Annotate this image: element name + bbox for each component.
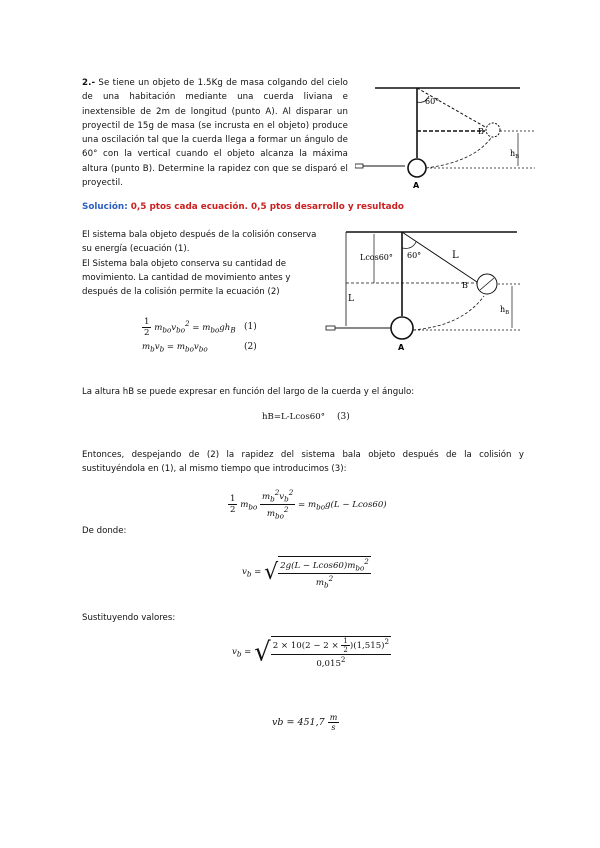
text-from: De donde:	[82, 526, 127, 536]
equation-vb: $v_b$ = √ $\frac{2g(L - Lcos60)m_{bo}^2}{m_b^2}$	[242, 557, 369, 590]
problem-statement	[82, 76, 348, 190]
solution-heading	[82, 202, 404, 212]
problem-number: 2.-	[82, 78, 96, 88]
equation-1: $\frac{1}{2}$ $m_{bo}v_{bo}^2 = m_{bo}gh_B$	[144, 317, 236, 338]
problem-text: Se tiene un objeto de 1.5Kg de masa colgando del cielo de una habitación mediante una cuerda liviana e inextensible de 2m de longitud (punto A). Al disparar un proyectil de 15g de masa (se incrusta en el objeto) produce una oscilación tal que la cuerda llega a formar un ángulo de 60° con la vertical cuando el objeto alcanza la máxima altura (punto B). Determine la rapidez con que se disparó el proyectil.	[82, 78, 348, 189]
displaced-cord	[417, 88, 487, 128]
height-label-2: $h_B$	[500, 305, 510, 316]
projectile-2	[326, 326, 335, 330]
lcos-label: Lcos60°	[360, 253, 393, 262]
intro-line-2: El Sistema bala objeto conserva su cantidad de movimiento. La cantidad de movimiento antes y después de la colisión permite la ecuación (2)	[82, 259, 291, 298]
solution-scoring: 0,5 ptos cada ecuación. 0,5 ptos desarrollo y resultado	[130, 202, 404, 212]
point-a-label-2: A	[398, 343, 405, 352]
equation-1-number: (1)	[244, 322, 257, 332]
angle-label-2: 60°	[407, 251, 422, 260]
equation-2: $m_bv_b = m_{bo}v_{bo}$	[142, 342, 208, 354]
equation-2-number: (2)	[244, 342, 257, 352]
projectile	[355, 164, 363, 168]
point-b-label-2: B	[462, 281, 468, 290]
trajectory-arc-2	[413, 296, 484, 330]
text-then: Entonces, despejando de (2) la rapidez del sistema bala objeto después de la colisión y sustituyéndola en (1), al mismo tiempo que introducimos (3):	[82, 450, 524, 474]
equation-substitution: $v_b$ = √ 2 × 10(2 − 2 × $\frac{1}{2}$ )$(1,515)^2$ 0,015$^2$	[232, 637, 390, 669]
text-substituting: Sustituyendo valores:	[82, 613, 176, 623]
result-unit-bottom: s	[331, 723, 336, 732]
result-unit-top: m	[329, 713, 338, 722]
l-side-label: L	[348, 294, 354, 304]
angle-arc-2	[402, 242, 416, 248]
trajectory-arc	[426, 138, 491, 168]
result-value: vb = 451,7	[272, 717, 325, 728]
l-label: L	[452, 250, 459, 261]
object-a	[408, 159, 426, 177]
intro-line-1: El sistema bala objeto después de la colisión conserva su energía (ecuación (1).	[82, 230, 317, 255]
equation-combined: $\frac{1}{2}$ $m_{bo}$ $\frac{m_b^2v_b^2}{m_{bo}^2}$ = $m_{bo}g(L - Lcos60)$	[230, 488, 387, 521]
angle-label: 60°	[425, 97, 440, 106]
figure-pendulum-1	[355, 84, 540, 192]
height-label: $h_B$	[510, 149, 520, 160]
solution-label: Solución:	[82, 202, 128, 212]
point-a-label: A	[413, 181, 420, 190]
object-a-2	[391, 317, 413, 339]
point-b-label: B	[478, 127, 484, 136]
result	[272, 713, 339, 732]
equation-3: hB=L-Lcos60°	[262, 412, 325, 422]
equation-3-number: (3)	[337, 412, 350, 422]
object-b	[486, 123, 500, 137]
figure-pendulum-2	[322, 226, 527, 356]
text-height: La altura hB se puede expresar en función del largo de la cuerda y el ángulo:	[82, 387, 415, 397]
